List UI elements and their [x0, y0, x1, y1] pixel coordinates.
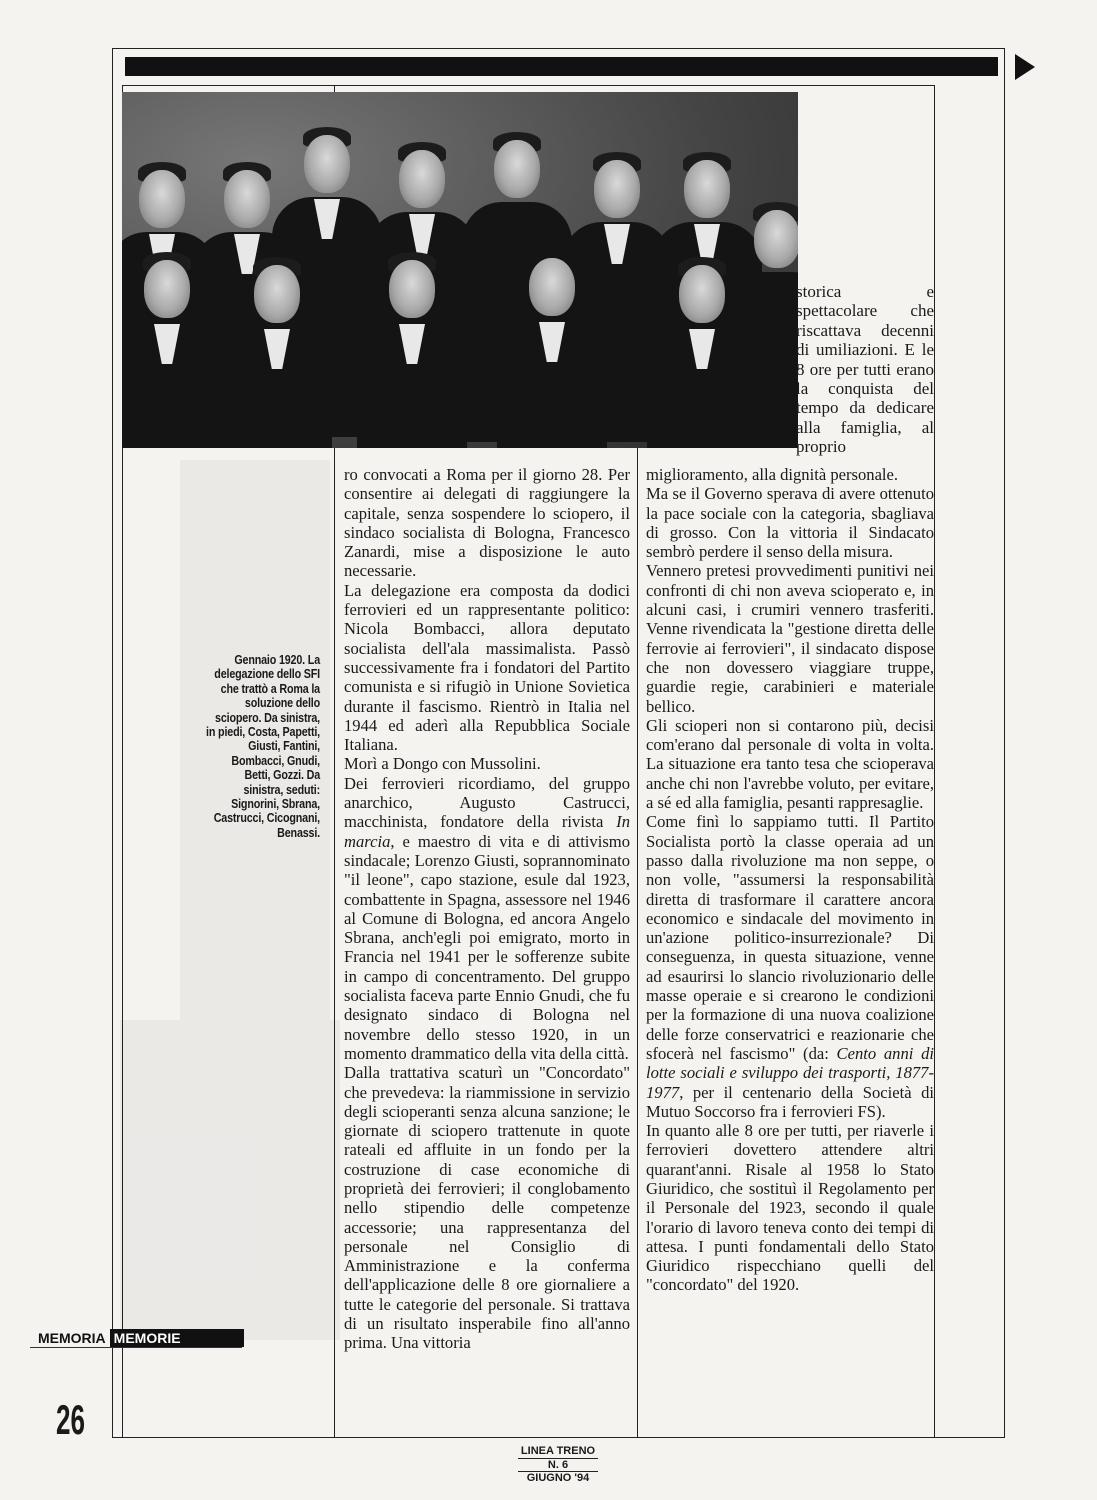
magazine-title: In marcia [344, 812, 630, 851]
paragraph: Gli scioperi non si contarono più, decisi com'erano dal personale di volta in volta. La situazione era tanto tesa che scioperava anche chi non l'avrebbe voluto, per evitare, a sé ed alla famiglia, pesanti rappresaglie. [646, 715, 934, 813]
paragraph: In quanto alle 8 ore per tutti, per riaverle i ferrovieri dovettero attendere altri quarant'anni. Risale al 1958 lo Stato Giuridico, che sostituì il Regolamento per il Personale del 1923, secondo il quale l'orario di lavoro teneva conto dei tempi di attesa. I punti fondamentali dello Stato Giuridico rispecchiano quelli del "concordato" del 1920. [646, 1121, 934, 1295]
page-number: 26 [56, 1396, 85, 1443]
frame-inner-top [122, 85, 934, 86]
paragraph: Dei ferrovieri ricordiamo, del gruppo anarchico, Augusto Castrucci, macchinista, fondatore della rivista In marcia, e maestro di vita e di attivismo sindacale; Lorenzo Giusti, soprannominato "il leone", capo stazione, esule dal 1923, combattente in Spagna, assessore nel 1946 al Comune di Bologna, ed ancora Angelo Sbrana, anch'egli poi emigrato, morto in Francia nel 1941 per le sofferenze subite in campo di concentramento. Del gruppo socialista faceva parte Ennio Gnudi, che fu designato sindaco di Bologna nel novembre dello stesso 1920, in un momento drammatico della vita della città. [344, 773, 630, 1063]
group-photo [122, 92, 798, 448]
frame-bottom [112, 1437, 1005, 1438]
article-column-1 [344, 465, 630, 1353]
arrow-right-icon [1015, 54, 1035, 80]
frame-inner-right [934, 85, 935, 1438]
paragraph: Dalla trattativa scaturì un "Concordato" che prevedeva: la riammissione in servizio degli scioperanti senza alcuna sanzione; le giornate di sciopero trattenute in quote rateali ed affluite in un fondo per la costruzione di case economiche di proprietà dei ferrovieri; il conglobamento nello stipendio delle competenze accessorie; una rappresentanza del personale nel Consiglio di Amministrazione e la conferma dell'applicazione delle 8 ore giornaliere a tutte le categorie del personale. Si trattava di un risultato insperabile fino all'anno prima. Una vittoria [344, 1063, 630, 1353]
section-label-bar [176, 1329, 244, 1347]
person-sbrana [222, 257, 332, 448]
section-label [38, 1329, 185, 1347]
footer-issue: N. 6 [518, 1459, 598, 1473]
frame-top [112, 48, 1005, 49]
article-column-2 [646, 465, 934, 1295]
section-rule [30, 1347, 242, 1348]
section-label-memoria: MEMORIA [38, 1330, 106, 1346]
person-cicognani [492, 250, 612, 448]
paragraph: miglioramento, alla dignità personale. [646, 465, 899, 484]
footer-publication [518, 1445, 598, 1485]
paragraph: Morì a Dongo con Mussolini. [344, 754, 541, 774]
photo-caption: Gennaio 1920. La delegazione dello SFI che trattò a Roma la soluzione dello sciopero. Da sinistra, in piedi, Costa, Papetti, Giusti, Fantini, Bombacci, Gnudi, Betti, Gozzi. Da sinistra, seduti: Signorini, Sbrana, Castrucci, Cicognani, Benassi. [206, 653, 320, 840]
paragraph: Ma se il Governo sperava di avere ottenuto la pace sociale con la categoria, sbagliava di grosso. Con la vittoria il Sindacato sembrò perdere il senso della misura. [646, 484, 934, 562]
frame-right [1004, 48, 1005, 1438]
person-signorini [122, 252, 212, 448]
footer-title: LINEA TRENO [518, 1445, 598, 1459]
section-label-memorie: MEMORIE [110, 1329, 185, 1347]
footer-date: GIUGNO '94 [526, 1472, 590, 1484]
person-castrucci [352, 252, 472, 448]
person-benassi [642, 257, 762, 448]
header-bar [125, 57, 998, 76]
frame-left [112, 48, 113, 1438]
book-title: Cento anni di lotte sociali e sviluppo dei trasporti, 1877-1977 [646, 1043, 934, 1102]
paragraph: La delegazione era composta da dodici ferrovieri ed un rappresentante politico: Nicola Bombacci, allora deputato socialista dell'ala massimalista. Passò successivamente fra i fondatori del Partito comunista e si rifugiò in Unione Sovietica durante il fascismo. Rientrò in Italia nel 1944 ed aderì alla Repubblica Sociale Italiana. [344, 580, 630, 755]
column-divider-mid [637, 448, 638, 1438]
photo-side-text: storica e spettacolare che riscattava decenni di umiliazioni. E le 8 ore per tutti erano la conquista del tempo da dedicare alla famiglia, al proprio [796, 282, 934, 457]
paragraph: Come finì lo sappiamo tutti. Il Partito Socialista portò la classe operaia ad un passo dalla rivoluzione ma non seppe, o non volle, "assumersi la responsabilità diretta di trasformare il carattere ancora economico e sindacale del movimento in un'azione politico-insurrezionale? Di conseguenza, in questa situazione, venne ad esaurirsi lo slancio rivoluzionario delle masse operaie e si crearono le condizioni per la formazione di una nuova coalizione delle forze conservatrici e reazionarie che sfocerà nel fascismo" (da: Cento anni di lotte sociali e sviluppo dei trasporti, 1877-1977, per il centenario della Società di Mutuo Soccorso fra i ferrovieri FS). [646, 812, 934, 1121]
paragraph: ro convocati a Roma per il giorno 28. Per consentire ai delegati di raggiungere la capitale, senza sospendere lo sciopero, il sindaco socialista di Bologna, Francesco Zanardi, mise a disposizione le auto necessarie. [344, 465, 630, 581]
bleed-through-bottom [120, 1020, 340, 1340]
paragraph: Vennero pretesi provvedimenti punitivi nei confronti di chi non aveva scioperato e, in alcuni casi, i crumiri vennero trasferiti. Venne rivendicata la "gestione diretta delle ferrovie ai ferrovieri", il sindacato dispose che non dovessero viaggiare truppe, guardie regie, carabinieri e materiale bellico. [646, 561, 934, 716]
